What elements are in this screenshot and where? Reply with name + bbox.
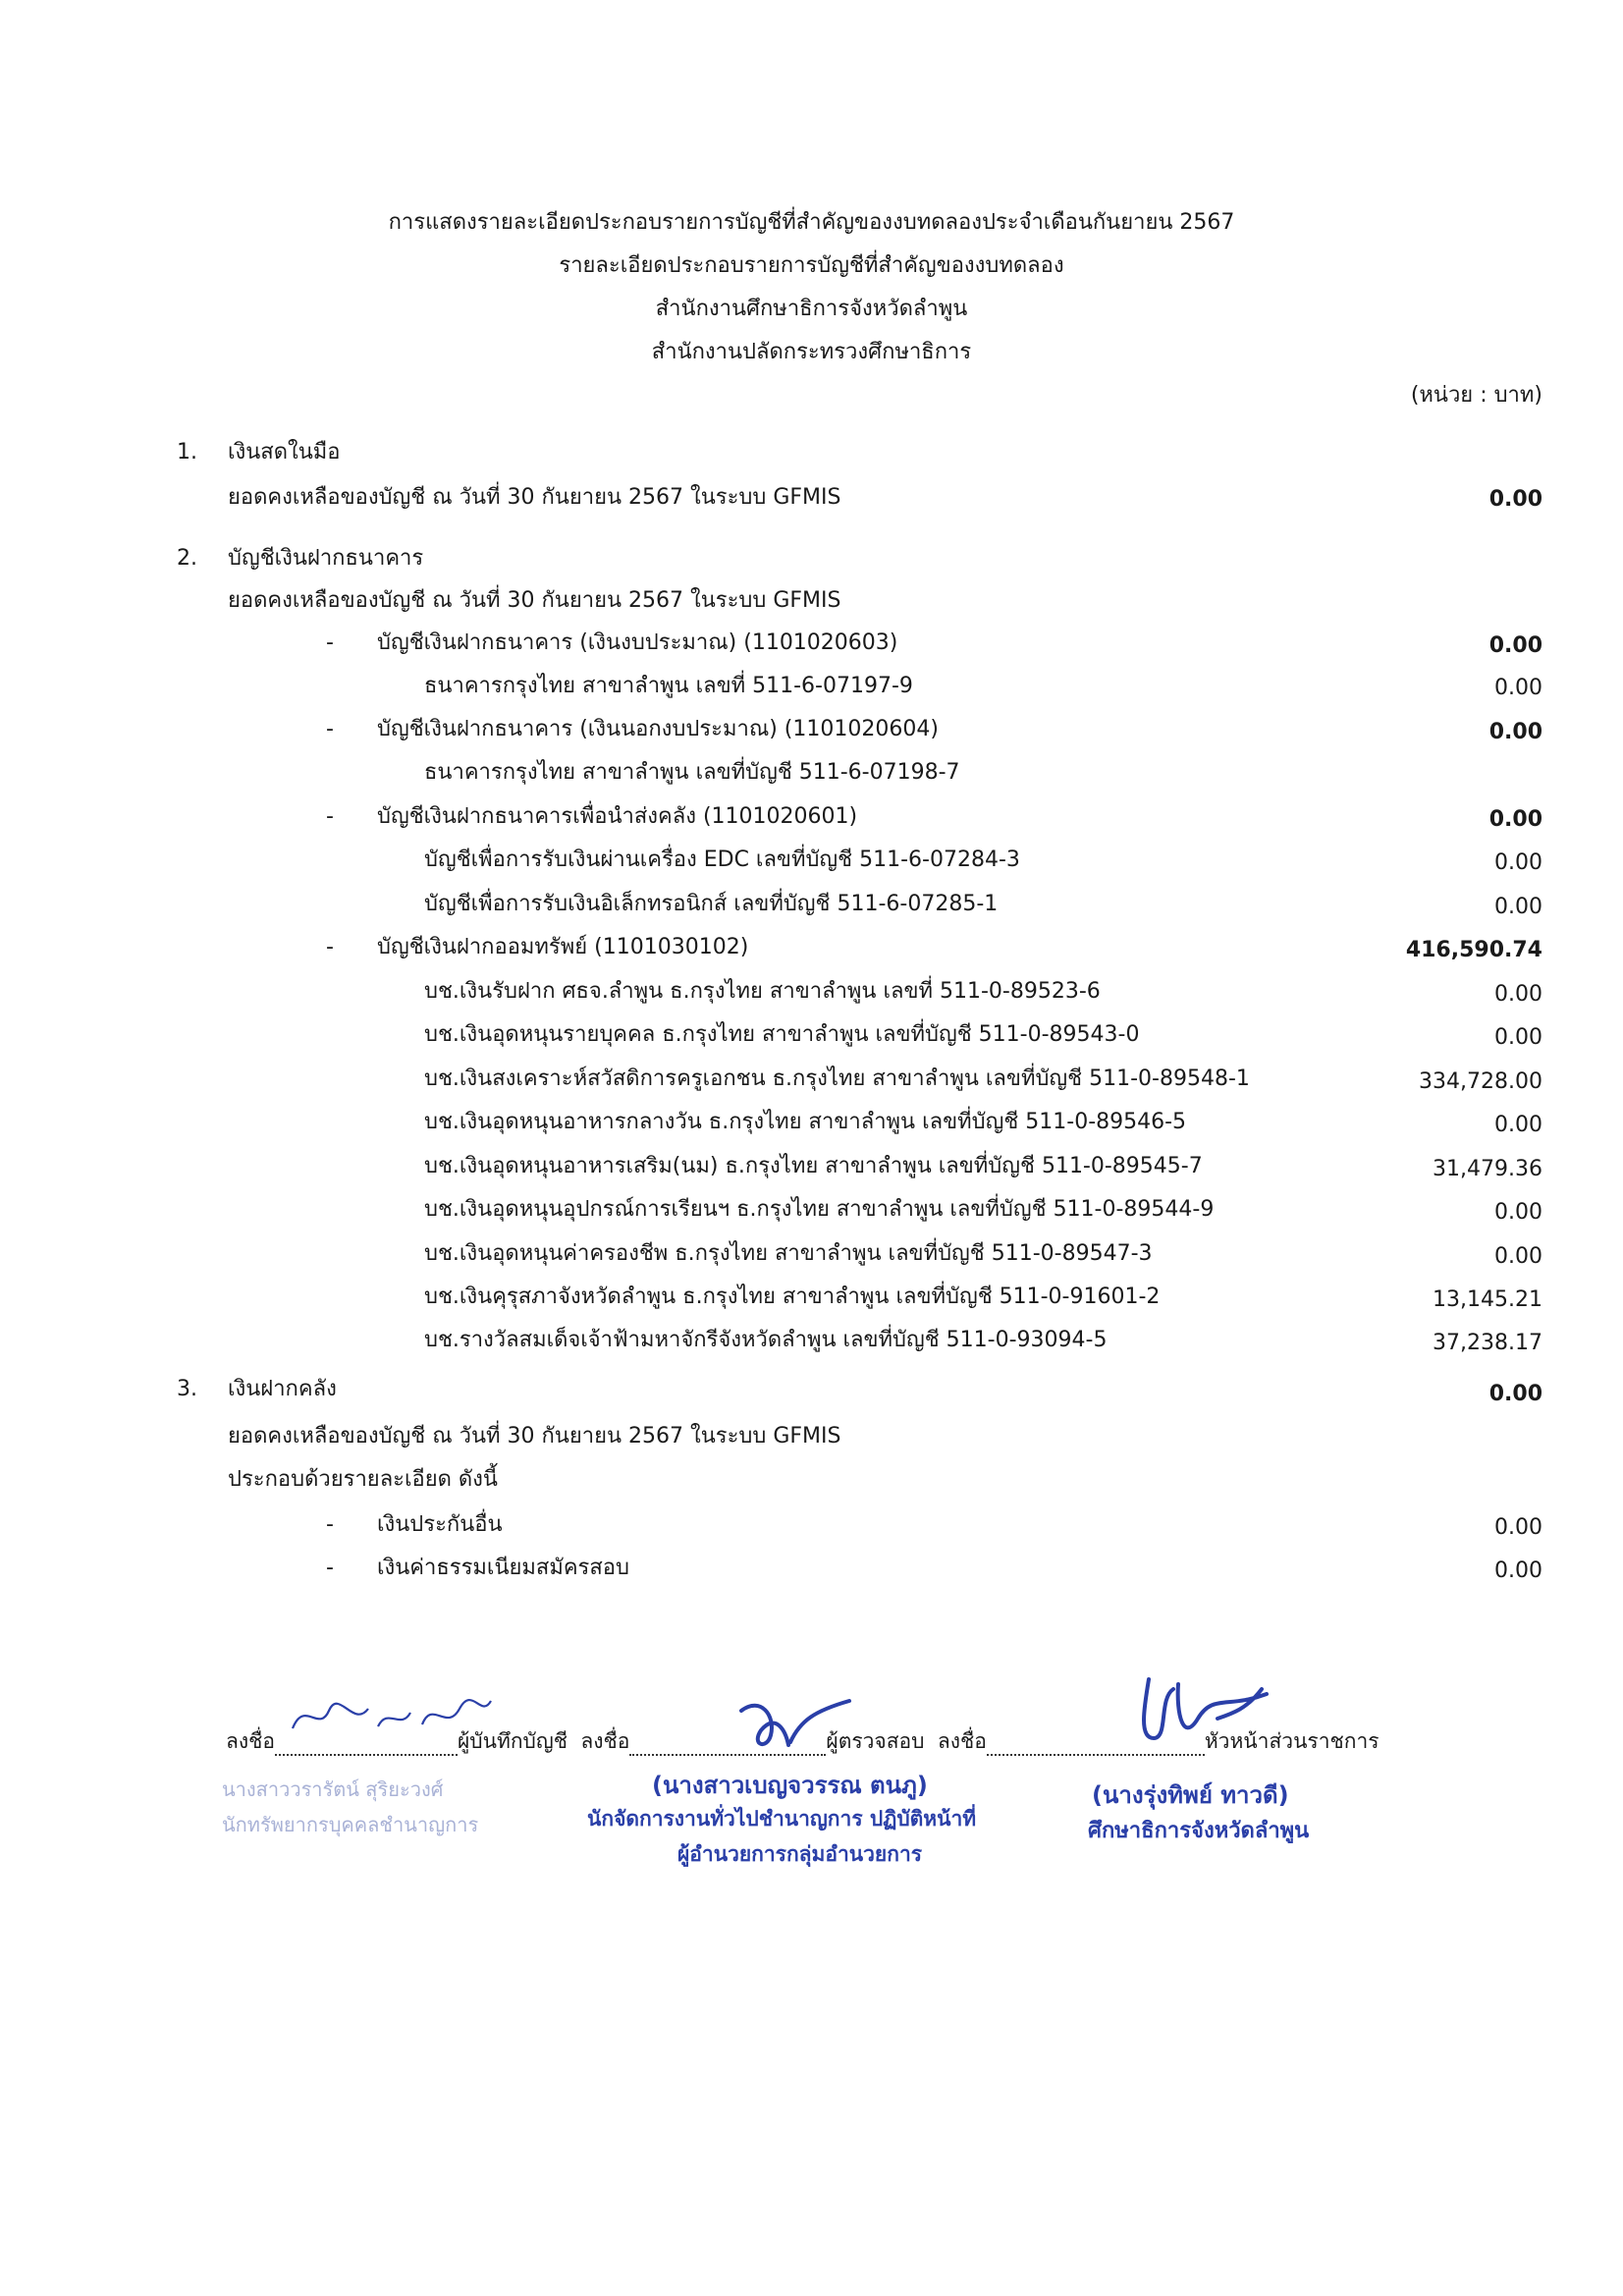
signer-2-name: (นางสาวเบญจวรรณ ตนภู) — [652, 1772, 928, 1799]
section-3-desc: ยอดคงเหลือของบัญชี ณ วันที่ 30 กันยายน 2567 ในระบบ GFMIS — [228, 1424, 841, 1449]
group-3-item-2: บัญชีเพื่อการรับเงินอิเล็กทรอนิกส์ เลขที่บัญชี 511-6-07285-1 — [424, 892, 999, 916]
bullet-dash: - — [326, 1512, 334, 1537]
handwritten-signature-2 — [731, 1691, 859, 1760]
group-4-item-4-amount: 0.00 — [1494, 1113, 1542, 1137]
section-3-desc2: ประกอบด้วยรายละเอียด ดังนี้ — [228, 1467, 498, 1492]
group-4-item-9: บช.รางวัลสมเด็จเจ้าฟ้ามหาจักรีจังหวัดลำพูน เลขที่บัญชี 511-0-93094-5 — [424, 1328, 1108, 1352]
group-4-item-1-amount: 0.00 — [1494, 982, 1542, 1007]
section-3-number: 3. — [177, 1377, 197, 1401]
signer-2-title: นักจัดการงานทั่วไปชำนาญการ ปฏิบัติหน้าที่ — [587, 1807, 977, 1831]
bullet-dash: - — [326, 717, 334, 741]
signer-3-title: ศึกษาธิการจังหวัดลำพูน — [1088, 1819, 1310, 1843]
group-4-item-8-amount: 13,145.21 — [1433, 1287, 1542, 1312]
header-subtitle: รายละเอียดประกอบรายการบัญชีที่สำคัญของงบทดลอง — [559, 253, 1064, 278]
signer-1-title: นักทรัพยากรบุคคลชำนาญการ — [222, 1813, 479, 1836]
role-head: หัวหน้าส่วนราชการ — [1204, 1729, 1380, 1753]
group-3-label: บัญชีเงินฝากธนาคารเพื่อนำส่งคลัง (1101020601) — [377, 804, 858, 829]
group-4-item-3-amount: 334,728.00 — [1419, 1069, 1542, 1094]
group-1-amount: 0.00 — [1488, 633, 1542, 658]
header-ministry: สำนักงานปลัดกระทรวงศึกษาธิการ — [651, 340, 972, 364]
handwritten-signature-1 — [285, 1689, 501, 1748]
section-1-number: 1. — [177, 440, 197, 465]
group-3-item-1: บัญชีเพื่อการรับเงินผ่านเครื่อง EDC เลขที่บัญชี 511-6-07284-3 — [424, 847, 1020, 872]
group-4-item-9-amount: 37,238.17 — [1433, 1331, 1542, 1355]
sign-label-3: ลงชื่อ — [937, 1729, 987, 1753]
group-4-item-3: บช.เงินสงเคราะห์สวัสดิการครูเอกชน ธ.กรุงไทย สาขาลำพูน เลขที่บัญชี 511-0-89548-1 — [424, 1066, 1250, 1091]
section-3-item-2-amount: 0.00 — [1494, 1558, 1542, 1583]
group-2-label: บัญชีเงินฝากธนาคาร (เงินนอกงบประมาณ) (1101020604) — [377, 717, 939, 741]
group-4-item-6: บช.เงินอุดหนุนอุปกรณ์การเรียนฯ ธ.กรุงไทย สาขาลำพูน เลขที่บัญชี 511-0-89544-9 — [424, 1197, 1215, 1222]
role-checker: ผู้ตรวจสอบ — [826, 1729, 925, 1753]
group-1-label: บัญชีเงินฝากธนาคาร (เงินงบประมาณ) (1101020603) — [377, 630, 898, 655]
section-1-amount: 0.00 — [1488, 487, 1542, 512]
handwritten-signature-3 — [1129, 1669, 1276, 1748]
section-3-item-1: เงินประกันอื่น — [377, 1512, 503, 1537]
header-title: การแสดงรายละเอียดประกอบรายการบัญชีที่สำคัญของงบทดลองประจำเดือนกันยายน 2567 — [388, 210, 1235, 235]
role-recorder: ผู้บันทึกบัญชี — [458, 1729, 568, 1753]
group-1-item-1-amount: 0.00 — [1494, 676, 1542, 700]
group-4-item-2-amount: 0.00 — [1494, 1025, 1542, 1050]
group-4-item-6-amount: 0.00 — [1494, 1200, 1542, 1225]
bullet-dash: - — [326, 804, 334, 829]
section-3-amount: 0.00 — [1488, 1382, 1542, 1406]
section-3-item-2: เงินค่าธรรมเนียมสมัครสอบ — [377, 1556, 629, 1580]
group-4-item-7: บช.เงินอุดหนุนค่าครองชีพ ธ.กรุงไทย สาขาลำพูน เลขที่บัญชี 511-0-89547-3 — [424, 1241, 1153, 1266]
group-2-item-1: ธนาคารกรุงไทย สาขาลำพูน เลขที่บัญชี 511-6-07198-7 — [424, 760, 960, 785]
signer-1-name: นางสาววรารัตน์ สุริยะวงศ์ — [222, 1777, 444, 1801]
group-4-item-8: บช.เงินคุรุสภาจังหวัดลำพูน ธ.กรุงไทย สาขาลำพูน เลขที่บัญชี 511-0-91601-2 — [424, 1285, 1161, 1309]
group-3-item-1-amount: 0.00 — [1494, 850, 1542, 875]
signer-3-name: (นางรุ่งทิพย์ ทาวดี) — [1092, 1781, 1289, 1809]
group-4-item-5-amount: 31,479.36 — [1433, 1157, 1542, 1181]
section-1-title: เงินสดในมือ — [228, 440, 341, 465]
group-4-item-7-amount: 0.00 — [1494, 1244, 1542, 1269]
section-2-desc: ยอดคงเหลือของบัญชี ณ วันที่ 30 กันยายน 2567 ในระบบ GFMIS — [228, 588, 841, 613]
group-3-item-2-amount: 0.00 — [1494, 895, 1542, 919]
group-4-label: บัญชีเงินฝากออมทรัพย์ (1101030102) — [377, 935, 749, 959]
unit-label: (หน่วย : บาท) — [1410, 383, 1542, 408]
bullet-dash: - — [326, 630, 334, 655]
bullet-dash: - — [326, 935, 334, 959]
group-1-item-1: ธนาคารกรุงไทย สาขาลำพูน เลขที่ 511-6-07197-9 — [424, 674, 913, 698]
group-4-amount: 416,590.74 — [1405, 938, 1542, 962]
section-2-number: 2. — [177, 546, 197, 571]
group-3-amount: 0.00 — [1488, 807, 1542, 832]
group-4-item-5: บช.เงินอุดหนุนอาหารเสริม(นม) ธ.กรุงไทย สาขาลำพูน เลขที่บัญชี 511-0-89545-7 — [424, 1154, 1203, 1178]
bullet-dash: - — [326, 1556, 334, 1580]
section-3-item-1-amount: 0.00 — [1494, 1515, 1542, 1540]
header-office: สำนักงานศึกษาธิการจังหวัดลำพูน — [655, 297, 968, 321]
signer-2-position: ผู้อำนวยการกลุ่มอำนวยการ — [677, 1842, 923, 1866]
group-2-amount: 0.00 — [1488, 720, 1542, 744]
section-3-title: เงินฝากคลัง — [228, 1377, 337, 1401]
sign-label-1: ลงชื่อ — [226, 1729, 275, 1753]
group-4-item-1: บช.เงินรับฝาก ศธจ.ลำพูน ธ.กรุงไทย สาขาลำพูน เลขที่ 511-0-89523-6 — [424, 979, 1101, 1004]
sign-label-2: ลงชื่อ — [580, 1729, 630, 1753]
section-2-title: บัญชีเงินฝากธนาคาร — [228, 546, 424, 571]
group-4-item-2: บช.เงินอุดหนุนรายบุคคล ธ.กรุงไทย สาขาลำพูน เลขที่บัญชี 511-0-89543-0 — [424, 1022, 1140, 1047]
section-1-desc: ยอดคงเหลือของบัญชี ณ วันที่ 30 กันยายน 2567 ในระบบ GFMIS — [228, 485, 841, 510]
group-4-item-4: บช.เงินอุดหนุนอาหารกลางวัน ธ.กรุงไทย สาขาลำพูน เลขที่บัญชี 511-0-89546-5 — [424, 1110, 1187, 1134]
